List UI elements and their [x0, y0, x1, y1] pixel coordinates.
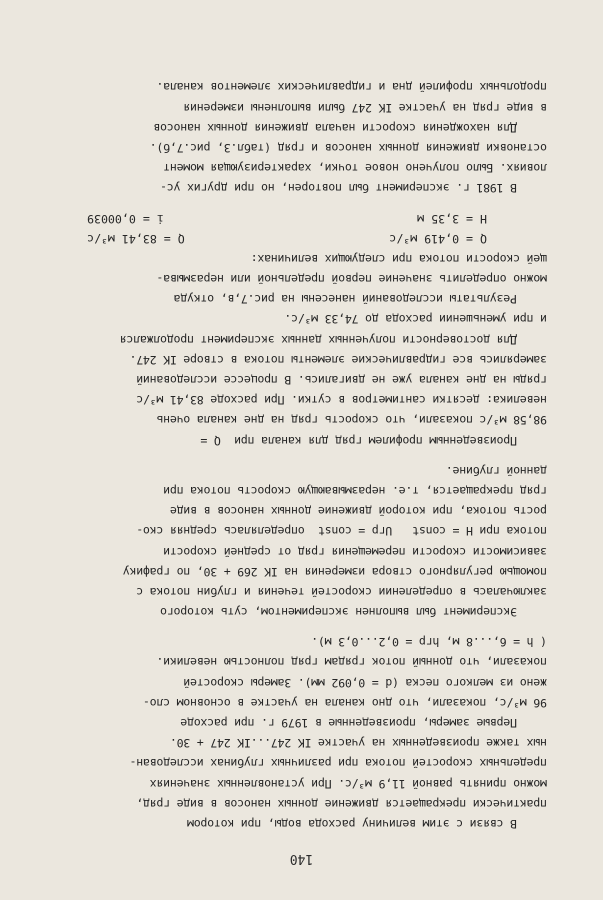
- text-line: 98,58 м³/с показали, что скорость гряд на дне канала очень: [156, 413, 547, 428]
- text-line: жено из мелкого песка (d = 0,092 мм). Замеры скоростей: [183, 675, 547, 690]
- text-line: Результаты исследований нанесены на рис.7,в, откуда: [173, 292, 517, 307]
- formula-row: [47, 229, 547, 249]
- text-line: можно определить значение первой предельной или неразмыва-: [156, 272, 547, 287]
- paragraph: [47, 309, 547, 450]
- text-line: можно принять равной 11,9 м³/с. При установленных значениях: [149, 776, 547, 791]
- page-number: 140: [289, 851, 314, 866]
- text-line: ных также произведенных на участке IK 247...IK 247 + 30.: [170, 736, 547, 751]
- text-line: показали, что донный поток грядам гряд полностью невелики.: [156, 655, 547, 670]
- text-line: в виде гряд на участке IK 247 были выполнены измерения: [183, 100, 547, 115]
- paragraph: [47, 77, 547, 138]
- text-line: гряд прекращается, т.е. неразмывающую скорость потока при: [163, 484, 547, 498]
- text-line: Для нахождения скорости начала движения донных наносов: [153, 120, 517, 135]
- text-line: данной глубине.: [446, 463, 547, 478]
- text-line: Эксперимент был выполнен экспериментом, суть которого: [160, 605, 517, 620]
- formula-discharge: Q = 83,41 м³/с: [87, 231, 185, 246]
- text-line: Произведенным профилем гряд для канала при Q =: [200, 433, 517, 448]
- formula-row: [47, 208, 547, 228]
- text-line: потока при H = const Uгр = const определялась средняя ско-: [136, 524, 547, 539]
- text-line: остановки движения донных наносов и гряд (табл.3, рис.7,б).: [149, 140, 547, 155]
- text-line: 96 м³/с, показали, что дно канала на участке в основном сло-: [143, 695, 547, 710]
- page-body: [47, 77, 547, 834]
- text-line: Первые замеры, произведенные в 1979 г. при расходе: [180, 716, 517, 731]
- text-line: ( h = 6,...8 м, hгр = 0,2...0,3 м).: [311, 635, 547, 650]
- paragraph: [47, 249, 547, 310]
- text-line: В 1981 г. эксперимент был повторен, но при других ус-: [160, 181, 517, 196]
- formula-slope: i = 0,00039: [87, 211, 164, 226]
- text-line: заключалась в определении скоростей течения и глубин потока с: [136, 584, 547, 599]
- paragraph: [47, 138, 547, 199]
- text-line: Для достоверности полученных данных эксперимент продолжался: [119, 332, 517, 347]
- text-line: щей скорости потока при следующих величинах:: [250, 251, 547, 266]
- text-line: невелика: десятки сантиметров в сутки. При расходе 83,41 м³/с: [136, 393, 547, 408]
- text-line: гряды на дне канала уже не двигались. В процессе исследований: [136, 373, 547, 388]
- formula-depth: H = 3,35 м: [417, 211, 487, 226]
- text-line: помощью регулярного створа измерения на IK 269 + 30, по графику: [123, 564, 547, 579]
- paragraph: [47, 632, 547, 834]
- paragraph: [47, 461, 547, 623]
- text-line: рость потока, при которой движение донных наносов в виде: [170, 504, 547, 519]
- text-line: ловиях. Было получено новое точки, характеризующая момент: [163, 161, 547, 176]
- text-line: практически прекращается движение донных наносов в виде гряд,: [136, 796, 547, 811]
- text-line: и при уменьшении расхода до 74,33 м³/с.: [284, 312, 547, 327]
- text-line: замерялись все гидравлические элементы потока в створе IK 247.: [129, 352, 547, 367]
- text-line: зависимости скорости перемещения гряд от средней скорости: [163, 544, 547, 559]
- formula-discharge-specific: Q = 0,419 м³/с: [389, 231, 487, 246]
- text-line: продольных профилей дна и гидравлических элементов канала.: [156, 80, 547, 95]
- text-line: В связи с этим величину расхода воды, при котором: [187, 817, 517, 831]
- text-line: предельных скоростей потока при различных глубинах исследован-: [129, 756, 547, 771]
